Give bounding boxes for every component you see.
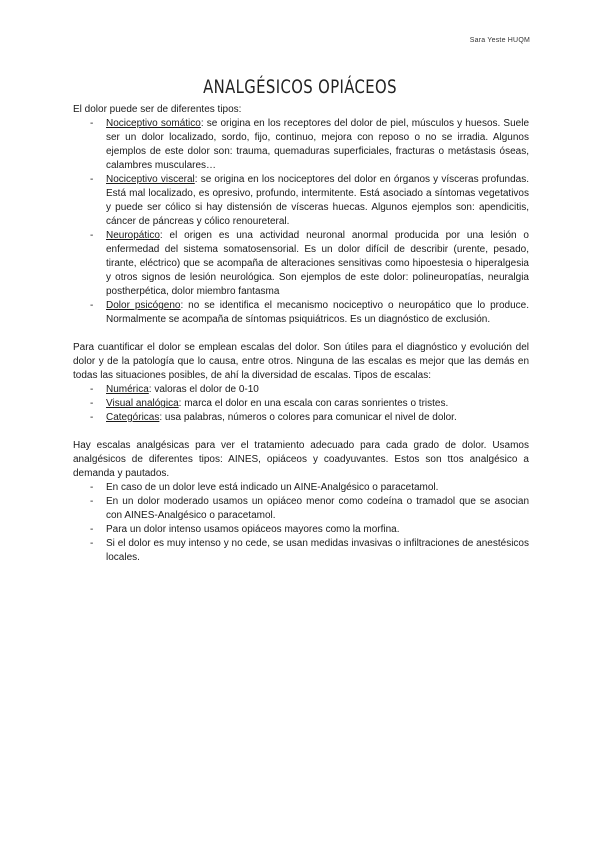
list-item: - Numérica: valoras el dolor de 0-10 — [90, 384, 259, 395]
scale-type-description: : usa palabras, números o colores para comunicar el nivel de dolor. — [159, 412, 457, 423]
treatments-list — [73, 481, 529, 565]
spacer — [73, 425, 529, 439]
scale-types-list — [73, 383, 529, 425]
author-header: Sara Yeste HUQM — [469, 37, 530, 44]
treatment-text: En caso de un dolor leve está indicado un AINE-Analgésico o paracetamol. — [106, 482, 439, 493]
list-item: - Nociceptivo somático: se origina en los receptores del dolor de piel, músculos y huesos. Suele ser un dolor localizado, sordo, fijo, continuo, mejora con reposo o no se irradia. Algunos ejemplos de este dolor son: trauma, quemaduras superficiales, fracturas o metástasis óseas, calambres musculares… — [90, 118, 530, 171]
scale-type-term: Numérica — [106, 384, 149, 395]
pain-type-description: : no se identifica el mecanismo nociceptivo o neuropático que lo produce. Normalmente se acompaña de síntomas psiquiátricos. Es un diagnóstico de exclusión. — [106, 300, 530, 325]
document-body — [73, 103, 529, 565]
pain-type-term: Neuropático — [106, 230, 160, 241]
analgesic-paragraph: Hay escalas analgésicas para ver el tratamiento adecuado para cada grado de dolor. Usamos analgésicos de diferentes tipos: AINES, opiáceos y coadyuvantes. Estos son ttos analgésico a demanda y pautados. — [73, 440, 529, 479]
scale-type-description: : marca el dolor en una escala con caras sonrientes o tristes. — [178, 398, 449, 409]
pain-type-term: Nociceptivo visceral — [106, 174, 195, 185]
list-item: - Dolor psicógeno: no se identifica el mecanismo nociceptivo o neuropático que lo produce. Normalmente se acompaña de síntomas psiquiátricos. Es un diagnóstico de exclusión. — [90, 300, 530, 325]
list-item: - Neuropático: el origen es una actividad neuronal anormal producida por una lesión o enfermedad del sistema somatosensorial. Es un dolor difícil de describir (urente, pesado, tirante, eléctrico) que se acompaña de alteraciones sensitivas como hipoestesia o hiperalgesia y otros signos de lesión neurológica. Son ejemplos de este dolor: polineuropatías, neuralgia postherpética, dolor miembro fantasma — [90, 230, 529, 297]
intro-paragraph: El dolor puede ser de diferentes tipos: — [73, 104, 242, 115]
treatment-text: Si el dolor es muy intenso y no cede, se usan medidas invasivas o infiltraciones de anestésicos locales. — [106, 538, 529, 563]
list-item: - Categóricas: usa palabras, números o colores para comunicar el nivel de dolor. — [90, 412, 457, 423]
list-item: - Visual analógica: marca el dolor en una escala con caras sonrientes o tristes. — [90, 398, 449, 409]
scale-type-description: : valoras el dolor de 0-10 — [148, 384, 259, 395]
pain-type-description: : se origina en los nociceptores del dolor en órganos y vísceras profundas. Está mal localizado, es opresivo, profundo, intermitente. Está asociado a síntomas vegetativos y puede ser cólico si hay distensión de vísceras huecas. Algunos ejemplos son: apendicitis, cáncer de páncreas y cólico renoureteral. — [106, 174, 529, 227]
list-item: - En un dolor moderado usamos un opiáceo menor como codeína o tramadol que se asocian con AINES-Analgésico o paracetamol. — [90, 496, 529, 521]
list-item: - Para un dolor intenso usamos opiáceos mayores como la morfina. — [90, 524, 400, 535]
list-item: - Si el dolor es muy intenso y no cede, se usan medidas invasivas o infiltraciones de anestésicos locales. — [90, 538, 529, 563]
pain-type-term: Nociceptivo somático — [106, 118, 201, 129]
treatment-text: En un dolor moderado usamos un opiáceo menor como codeína o tramadol que se asocian con AINES-Analgésico o paracetamol. — [106, 496, 529, 521]
scale-type-term: Categóricas — [106, 412, 160, 423]
pain-type-term: Dolor psicógeno — [106, 300, 181, 311]
pain-type-description: : el origen es una actividad neuronal anormal producida por una lesión o enfermedad del sistema somatosensorial. Es un dolor difícil de describir (urente, pesado, tirante, eléctrico) que se acompaña de alteraciones sensitivas como hipoestesia o hiperalgesia y otros signos de lesión neurológica. Son ejemplos de este dolor: polineuropatías, neuralgia postherpética, dolor miembro fantasma — [106, 230, 529, 297]
list-item: - Nociceptivo visceral: se origina en los nociceptores del dolor en órganos y vísceras profundas. Está mal localizado, es opresivo, profundo, intermitente. Está asociado a síntomas vegetativos y puede ser cólico si hay distensión de vísceras huecas. Algunos ejemplos son: apendicitis, cáncer de páncreas y cólico renoureteral. — [90, 174, 529, 227]
spacer — [73, 327, 529, 341]
scales-paragraph: Para cuantificar el dolor se emplean escalas del dolor. Son útiles para el diagnóstico y evolución del dolor y de la patología que lo causa, entre otros. Ninguna de las escalas es mejor que las demás en todas las situaciones posibles, de ahí la diversidad de escalas. Tipos de escalas: — [73, 342, 529, 381]
pain-type-description: : se origina en los receptores del dolor de piel, músculos y huesos. Suele ser un dolor localizado, sordo, fijo, continuo, mejora con reposo o no se irradia. Algunos ejemplos de este dolor son: trauma, quemaduras superficiales, fracturas o metástasis óseas, calambres musculares… — [106, 118, 530, 171]
page-title: ANALGÉSICOS OPIÁCEOS — [203, 76, 397, 98]
scale-type-term: Visual analógica — [106, 398, 179, 409]
pain-types-list — [73, 117, 529, 327]
list-item: - En caso de un dolor leve está indicado un AINE-Analgésico o paracetamol. — [90, 482, 439, 493]
treatment-text: Para un dolor intenso usamos opiáceos mayores como la morfina. — [106, 524, 400, 535]
